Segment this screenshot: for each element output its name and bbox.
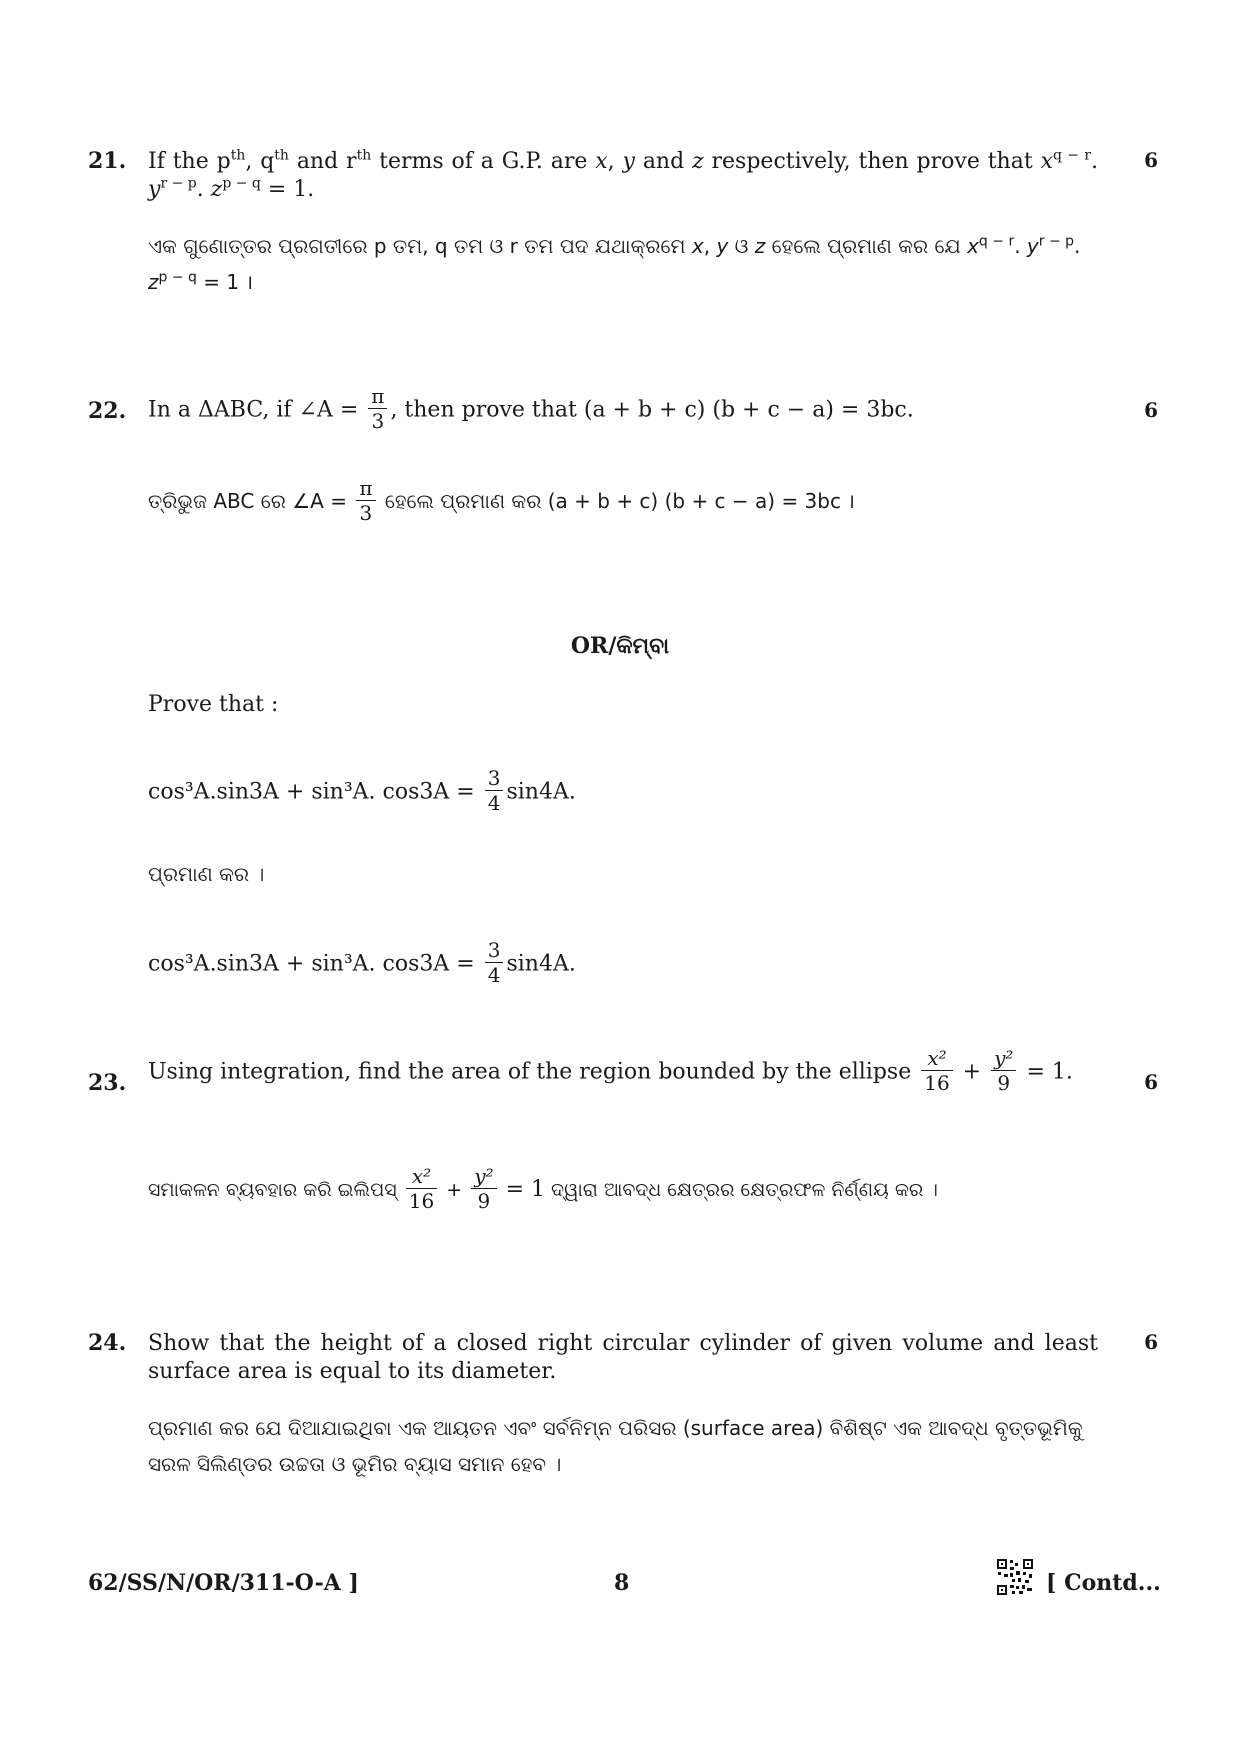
text-segment: , then prove that (a + b + c) (b + c − a) = 3bc.: [390, 397, 914, 423]
prove-that-label: Prove that :: [148, 692, 279, 717]
question-text-english: [148, 386, 914, 435]
fraction-numerator: x²: [406, 1164, 437, 1189]
question-number: 21.: [88, 148, 127, 174]
text-segment: ତ୍ରିଭୁଜ ABC ରେ ∠A =: [148, 489, 347, 513]
question-marks: 6: [1144, 398, 1158, 422]
fraction-denominator: 3: [359, 501, 373, 525]
fraction-denominator: 9: [477, 1189, 491, 1213]
identity-english: [148, 768, 576, 817]
question-marks: 6: [1144, 1330, 1158, 1354]
fraction: [485, 938, 504, 987]
text-segment: Using integration, find the area of the region bounded by the ellipse: [148, 1059, 912, 1085]
paper-code: 62/SS/N/OR/311-O-A ]: [88, 1570, 359, 1596]
fraction-denominator: 3: [371, 409, 385, 433]
question-marks: 6: [1144, 148, 1158, 172]
fraction: [368, 384, 387, 433]
fraction-denominator: 16: [408, 1189, 435, 1213]
prove-odia-label: ପ୍ରମାଣ କର ।: [148, 862, 265, 886]
fraction: [406, 1164, 437, 1213]
question-text-odia: ଏକ ଗୁଣୋତ୍ତର ପ୍ରଗତୀରେ p ତମ, q ତମ ଓ r ତମ ପଦ ଯଥାକ୍ରମେ x, y ଓ z ହେଲେ ପ୍ରମାଣ କର ଯେ $x^{q - r}$. $y^{r - p}$. $z^{p - q} = 1$ ।: [148, 233, 1081, 294]
text-segment: ସମାକଳନ ବ୍ୟବହାର କରି ଇଲିପସ୍: [148, 1179, 397, 1201]
fraction-numerator: π: [368, 384, 387, 409]
text-segment: = 1: [505, 1177, 545, 1202]
fraction-numerator: π: [356, 476, 375, 501]
question-marks: 6: [1144, 1070, 1158, 1094]
question-text-english: If the $p^{th}$, $q^{th}$ and $r^{th}$ terms of a G.P. are x, y and z respectively, then prove that $x^{q - r}$. $y^{r - p}$. $z^{p - q} = 1$.: [148, 147, 1099, 202]
question-text-odia: [148, 478, 855, 527]
or-divider: OR/କିମ୍ବା: [570, 633, 670, 659]
question-number: 23.: [88, 1070, 127, 1096]
text-segment: sin4A.: [506, 951, 576, 977]
qr-code-icon: [996, 1558, 1034, 1596]
fraction-denominator: 9: [997, 1071, 1011, 1095]
page-number: 8: [614, 1570, 630, 1596]
question-text-english: Using integration, find the area of the region bounded by the ellipse $\frac{\text{x²}}{16}$ + $\frac{\text{y²}}{9}$ = 1.: [148, 1046, 1073, 1095]
text-segment: ଦ୍ୱାରା ଆବଦ୍ଧ କ୍ଷେତ୍ରର କ୍ଷେତ୍ରଫଳ ନିର୍ଣ୍ଣୟ କର ।: [551, 1179, 938, 1201]
fraction-numerator: y²: [991, 1046, 1016, 1071]
text-segment: = 1.: [1026, 1059, 1073, 1085]
fraction: [471, 1164, 496, 1213]
question-number: 22.: [88, 398, 127, 424]
continued-label: [ Contd...: [1046, 1570, 1161, 1596]
question-number: 24.: [88, 1330, 127, 1356]
fraction: [921, 1046, 952, 1095]
question-text-odia: ପ୍ରମାଣ କର ଯେ ଦିଆଯାଇଥିବା ଏକ ଆୟତନ ଏବଂ ସର୍ବନିମ୍ନ ପରିସର (surface area) ବିଶିଷ୍ଟ ଏକ ଆବଦ୍ଧ ବୃତ୍ତଭୂମିକୁ ସରଳ ସିଲିଣ୍ଡର ଉଚ୍ଚତା ଓ ଭୂମିର ବ୍ୟାସ ସମାନ ହେବ ।: [148, 1416, 1083, 1476]
text-segment: cos³A.sin3A + sin³A. cos3A =: [148, 951, 475, 977]
identity-odia-block: [148, 940, 576, 989]
question-text-english: Show that the height of a closed right circular cylinder of given volume and least surface area is equal to its diameter.: [148, 1331, 1098, 1384]
fraction-numerator: y²: [471, 1164, 496, 1189]
fraction: [485, 766, 504, 815]
fraction: [356, 476, 375, 525]
text-segment: sin4A.: [506, 779, 576, 805]
text-segment: In a ΔABC, if ∠A =: [148, 397, 359, 423]
fraction-denominator: 4: [487, 963, 501, 987]
text-segment: cos³A.sin3A + sin³A. cos3A =: [148, 779, 475, 805]
fraction-numerator: 3: [485, 938, 504, 963]
fraction-denominator: 16: [924, 1071, 950, 1095]
fraction-numerator: x²: [921, 1046, 952, 1071]
fraction: [991, 1046, 1016, 1095]
text-segment: ହେଲେ ପ୍ରମାଣ କର (a + b + c) (b + c − a) = 3bc ।: [384, 489, 855, 513]
question-text-odia: ସମାକଳନ ବ୍ୟବହାର କରି ଇଲିପସ୍ $\frac{\text{x²}}{16}$ + $\frac{\text{y²}}{9}$ = 1 ଦ୍ୱାରା ଆବଦ୍ଧ କ୍ଷେତ୍ରର କ୍ଷେତ୍ରଫଳ ନିର୍ଣ୍ଣୟ କର ।: [148, 1164, 938, 1213]
fraction-numerator: 3: [485, 766, 504, 791]
fraction-denominator: 4: [487, 791, 501, 815]
